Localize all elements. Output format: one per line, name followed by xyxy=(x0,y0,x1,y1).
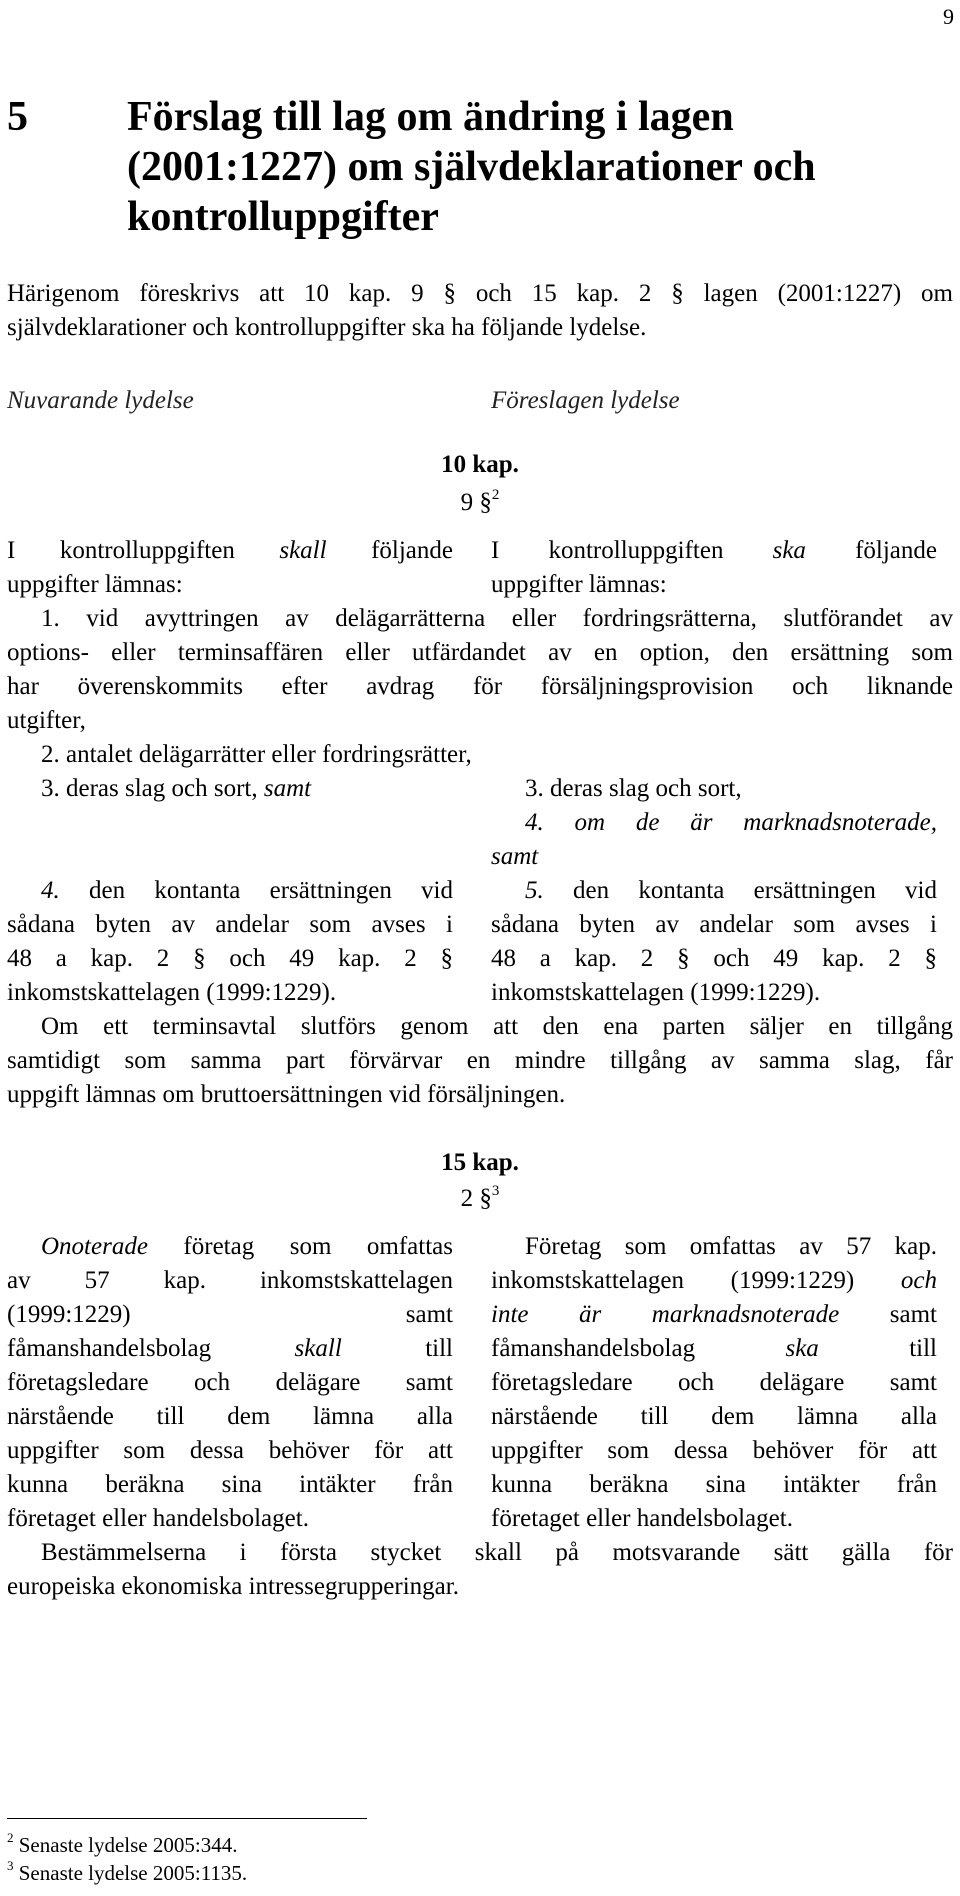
text-line: inkomstskattelagen (1999:1229). xyxy=(7,979,337,1006)
text-line: har överenskommits efter avdrag för försäljningsprovision och liknande xyxy=(7,673,953,700)
chapter-heading-15: 15 kap. xyxy=(441,1149,519,1176)
text-line: uppgifter som dessa behöver för att xyxy=(7,1437,453,1464)
current-opening xyxy=(7,534,453,602)
text-line: I kontrolluppgiften ska följande xyxy=(491,537,937,564)
text-line: sådana byten av andelar som avses i xyxy=(491,911,937,938)
text-line: 3. deras slag och sort, samt xyxy=(41,775,312,802)
text-line: företagsledare och delägare samt xyxy=(7,1369,453,1396)
section-number: 5 xyxy=(7,94,28,140)
text-line: företagsledare och delägare samt xyxy=(491,1369,937,1396)
text-line: inkomstskattelagen (1999:1229) och xyxy=(491,1267,937,1294)
column-header-current: Nuvarande lydelse xyxy=(7,387,194,414)
text-line: samtidigt som samma part förvärvar en mindre tillgång av samma slag, får xyxy=(7,1047,953,1074)
footnote-number: 2 xyxy=(7,1830,14,1845)
proposed-opening xyxy=(491,534,937,602)
footnote-text: Senaste lydelse 2005:344. xyxy=(13,1833,238,1857)
text-line: kunna beräkna sina intäkter från xyxy=(7,1471,453,1498)
footnote-number: 3 xyxy=(7,1858,14,1873)
text-line: I kontrolluppgiften skall följande xyxy=(7,537,453,564)
heading-line: Förslag till lag om ändring i lagen xyxy=(127,94,734,140)
heading-line: (2001:1227) om självdeklarationer och xyxy=(127,144,816,190)
paragraph-heading-2 xyxy=(0,1182,960,1216)
proposed-item-3 xyxy=(491,772,937,806)
text-line: företaget eller handelsbolaget. xyxy=(7,1505,309,1532)
text-line: 2. antalet delägarrätter eller fordringsrätter, xyxy=(41,741,472,768)
text-line: 48 a kap. 2 § och 49 kap. 2 § xyxy=(7,945,453,972)
proposed-text-15 xyxy=(491,1230,937,1536)
intro-line: Härigenom föreskrivs att 10 kap. 9 § och 15 kap. 2 § lagen (2001:1227) om xyxy=(7,280,953,307)
intro-line: självdeklarationer och kontrolluppgifter ska ha följande lydelse. xyxy=(7,314,647,341)
closing-paragraph-10 xyxy=(7,1010,953,1112)
text-line: Om ett terminsavtal slutförs genom att den ena parten säljer en tillgång xyxy=(41,1013,953,1040)
text-line: närstående till dem lämna alla xyxy=(7,1403,453,1430)
text-line: samt xyxy=(491,843,539,870)
closing-paragraph-15 xyxy=(7,1536,953,1604)
paragraph-label: 9 § xyxy=(460,489,492,516)
section-heading xyxy=(127,92,937,242)
text-line: av 57 kap. inkomstskattelagen xyxy=(7,1267,453,1294)
paragraph-heading-9 xyxy=(0,486,960,520)
text-line: kunna beräkna sina intäkter från xyxy=(491,1471,937,1498)
text-line: sådana byten av andelar som avses i xyxy=(7,911,453,938)
current-text-15 xyxy=(7,1230,453,1536)
text-line: 3. deras slag och sort, xyxy=(525,775,742,802)
footnote-text: Senaste lydelse 2005:1135. xyxy=(13,1861,248,1885)
page-number: 9 xyxy=(943,4,954,29)
text-line: Bestämmelserna i första stycket skall på motsvarande sätt gälla för xyxy=(41,1539,953,1566)
text-line: Onoterade företag som omfattas xyxy=(41,1233,453,1260)
text-line: närstående till dem lämna alla xyxy=(491,1403,937,1430)
text-line: fåmanshandelsbolag ska till xyxy=(491,1335,937,1362)
text-line: europeiska ekonomiska intressegrupperingar. xyxy=(7,1573,459,1600)
proposed-item-4 xyxy=(491,806,937,874)
item-2 xyxy=(7,738,953,772)
text-line: företaget eller handelsbolaget. xyxy=(491,1505,793,1532)
current-item-4 xyxy=(7,874,453,1010)
footnote-ref: 3 xyxy=(491,1182,500,1199)
text-line: 4. den kontanta ersättningen vid xyxy=(41,877,453,904)
footnote-2 xyxy=(7,1832,237,1858)
text-line: inte är marknadsnoterade samt xyxy=(491,1301,937,1328)
text-line: 5. den kontanta ersättningen vid xyxy=(525,877,937,904)
text-line: uppgift lämnas om bruttoersättningen vid försäljningen. xyxy=(7,1081,566,1108)
text-line: 48 a kap. 2 § och 49 kap. 2 § xyxy=(491,945,937,972)
column-header-proposed: Föreslagen lydelse xyxy=(491,387,680,414)
text-line: 1. vid avyttringen av delägarrätterna eller fordringsrätterna, slutförandet av xyxy=(41,605,953,632)
item-1 xyxy=(7,602,953,738)
text-line: uppgifter som dessa behöver för att xyxy=(491,1437,937,1464)
footnote-divider xyxy=(7,1818,367,1819)
current-item-3 xyxy=(7,772,453,806)
text-line: uppgifter lämnas: xyxy=(491,571,667,598)
chapter-heading-10: 10 kap. xyxy=(441,451,519,478)
heading-line: kontrolluppgifter xyxy=(127,194,439,240)
text-line: (1999:1229) samt xyxy=(7,1301,453,1328)
text-line: fåmanshandelsbolag skall till xyxy=(7,1335,453,1362)
text-line: uppgifter lämnas: xyxy=(7,571,183,598)
text-line: options- eller terminsaffären eller utfärdandet av en option, den ersättning som xyxy=(7,639,953,666)
proposed-item-5 xyxy=(491,874,937,1010)
paragraph-label: 2 § xyxy=(460,1185,492,1212)
text-line: Företag som omfattas av 57 kap. xyxy=(525,1233,937,1260)
footnote-ref: 2 xyxy=(491,486,500,503)
text-line: inkomstskattelagen (1999:1229). xyxy=(491,979,821,1006)
footnote-3 xyxy=(7,1860,247,1886)
text-line: 4. om de är marknadsnoterade, xyxy=(525,809,937,836)
text-line: utgifter, xyxy=(7,707,86,734)
intro-paragraph xyxy=(7,277,953,345)
